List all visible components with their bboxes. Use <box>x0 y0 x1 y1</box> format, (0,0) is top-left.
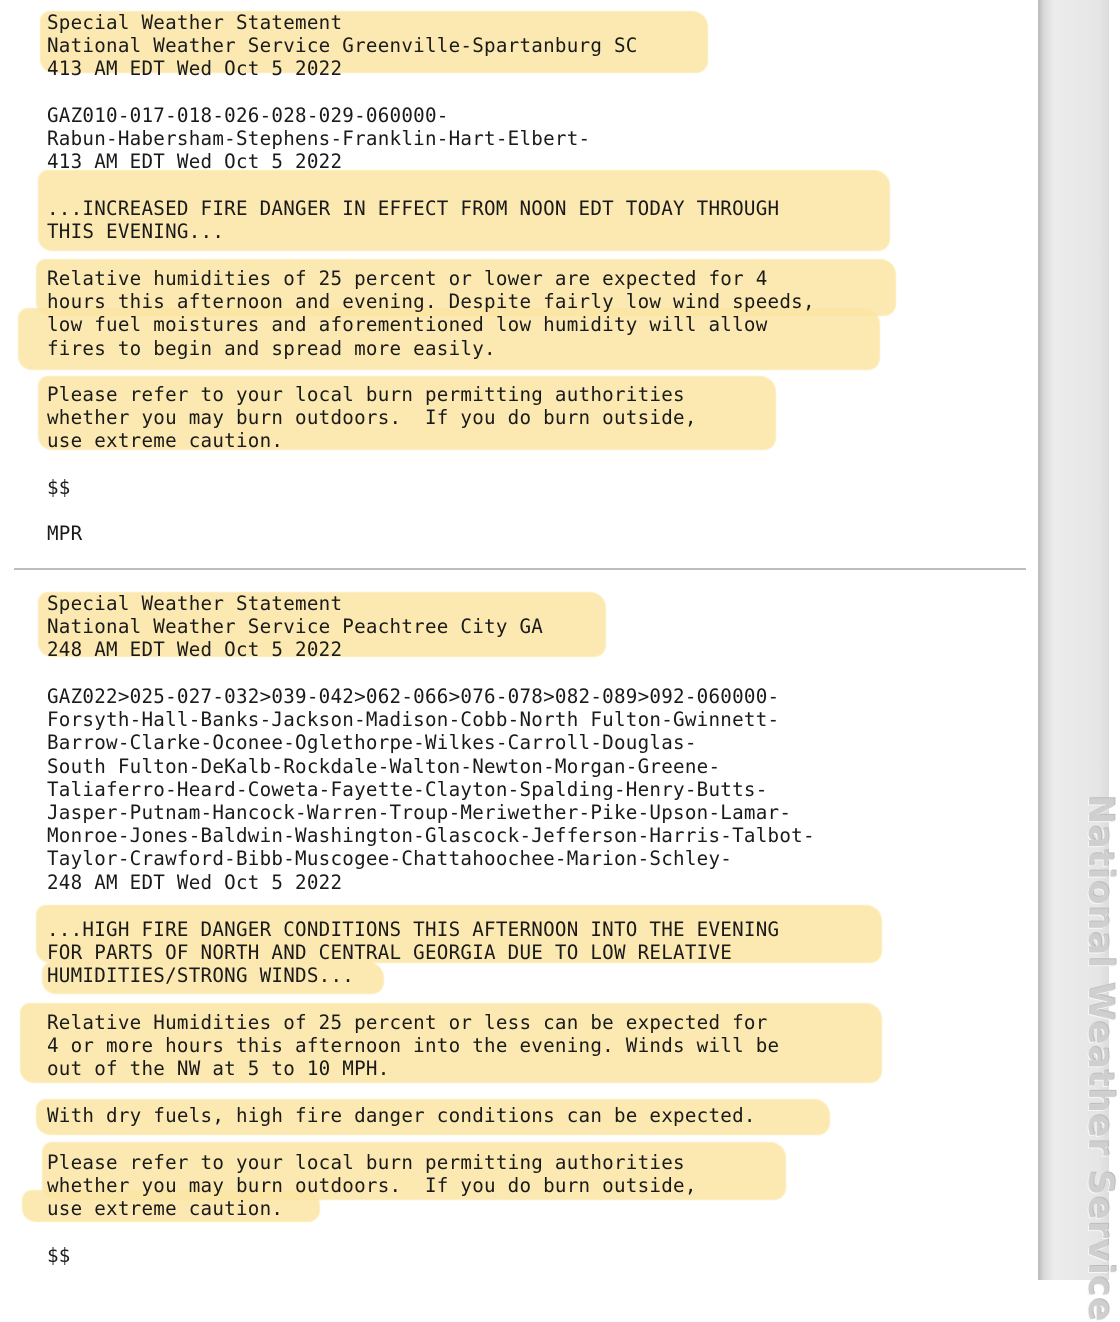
text-line: Relative humidities of 25 percent or lower are expected for 4 <box>47 267 768 290</box>
statement-1-details <box>47 267 815 360</box>
text-line: 413 AM EDT Wed Oct 5 2022 <box>47 150 343 174</box>
statement-2-header <box>47 592 543 662</box>
text-line: low fuel moistures and aforementioned low humidity will allow <box>47 313 768 337</box>
text-line: THIS EVENING... <box>47 220 225 244</box>
text-line: Taylor-Crawford-Bibb-Muscogee-Chattahoochee-Marion-Schley- <box>47 847 733 871</box>
text-line: Barrow-Clarke-Oconee-Oglethorpe-Wilkes-Carroll-Douglas- <box>47 731 697 755</box>
text-line: Jasper-Putnam-Hancock-Warren-Troup-Meriwether-Pike-Upson-Lamar- <box>47 801 792 825</box>
text-line: Monroe-Jones-Baldwin-Washington-Glascock-Jefferson-Harris-Talbot- <box>47 824 815 848</box>
text-line: out of the NW at 5 to 10 MPH. <box>47 1057 390 1081</box>
sidebar-watermark: National Weather Service <box>1080 795 1120 1322</box>
text-line: use extreme caution. <box>47 1197 284 1221</box>
text-line: 248 AM EDT Wed Oct 5 2022 <box>47 870 343 894</box>
text-line: Special Weather Statement <box>47 592 343 615</box>
text-line: Please refer to your local burn permitting authorities <box>47 1151 685 1174</box>
statement-1-advice <box>47 383 697 453</box>
text-line: Relative Humidities of 25 percent or less can be expected for <box>47 1011 768 1034</box>
text-line: 413 AM EDT Wed Oct 5 2022 <box>47 57 343 81</box>
statement-2-details <box>47 1011 779 1081</box>
statement-divider <box>14 568 1026 570</box>
text-line: ...HIGH FIRE DANGER CONDITIONS THIS AFTERNOON INTO THE EVENING <box>47 918 780 941</box>
text-line: Rabun-Habersham-Stephens-Franklin-Hart-Elbert- <box>47 127 591 151</box>
statement-2-headline <box>47 918 779 988</box>
statement-2-note <box>47 1104 756 1127</box>
text-line: use extreme caution. <box>47 429 284 453</box>
statement-2-zone-block <box>47 685 815 894</box>
statement-2-end-marker: $$ <box>47 1244 71 1267</box>
statement-1-end-marker: $$ <box>47 476 71 499</box>
text-line: National Weather Service Greenville-Spartanburg SC <box>47 34 638 58</box>
text-line: whether you may burn outdoors. If you do burn outside, <box>47 1174 697 1198</box>
text-line: ...INCREASED FIRE DANGER IN EFFECT FROM NOON EDT TODAY THROUGH <box>47 197 780 220</box>
text-line: HUMIDITIES/STRONG WINDS... <box>47 964 355 988</box>
statement-1-zone-block <box>47 104 590 174</box>
text-line: 248 AM EDT Wed Oct 5 2022 <box>47 638 343 662</box>
text-line: GAZ010-017-018-026-028-029-060000- <box>47 104 449 127</box>
text-line: National Weather Service Peachtree City GA <box>47 615 544 639</box>
statement-1-header <box>47 11 638 81</box>
text-line: Please refer to your local burn permitting authorities <box>47 383 685 406</box>
text-line: With dry fuels, high fire danger conditions can be expected. <box>47 1104 756 1127</box>
text-line: hours this afternoon and evening. Despite fairly low wind speeds, <box>47 290 815 314</box>
statement-1-author: MPR <box>47 522 83 545</box>
statement-1-headline <box>47 197 779 243</box>
statement-2-advice <box>47 1151 697 1221</box>
text-line: Special Weather Statement <box>47 11 343 34</box>
text-line: Taliaferro-Heard-Coweta-Fayette-Clayton-Spalding-Henry-Butts- <box>47 777 768 801</box>
text-line: FOR PARTS OF NORTH AND CENTRAL GEORGIA DUE TO LOW RELATIVE <box>47 941 733 965</box>
text-line: South Fulton-DeKalb-Rockdale-Walton-Newton-Morgan-Greene- <box>47 754 721 778</box>
text-line: fires to begin and spread more easily. <box>47 336 496 360</box>
text-line: Forsyth-Hall-Banks-Jackson-Madison-Cobb-North Fulton-Gwinnett- <box>47 708 780 732</box>
text-line: whether you may burn outdoors. If you do burn outside, <box>47 406 697 430</box>
text-line: GAZ022>025-027-032>039-042>062-066>076-078>082-089>092-060000- <box>47 685 780 708</box>
text-line: 4 or more hours this afternoon into the evening. Winds will be <box>47 1034 780 1058</box>
